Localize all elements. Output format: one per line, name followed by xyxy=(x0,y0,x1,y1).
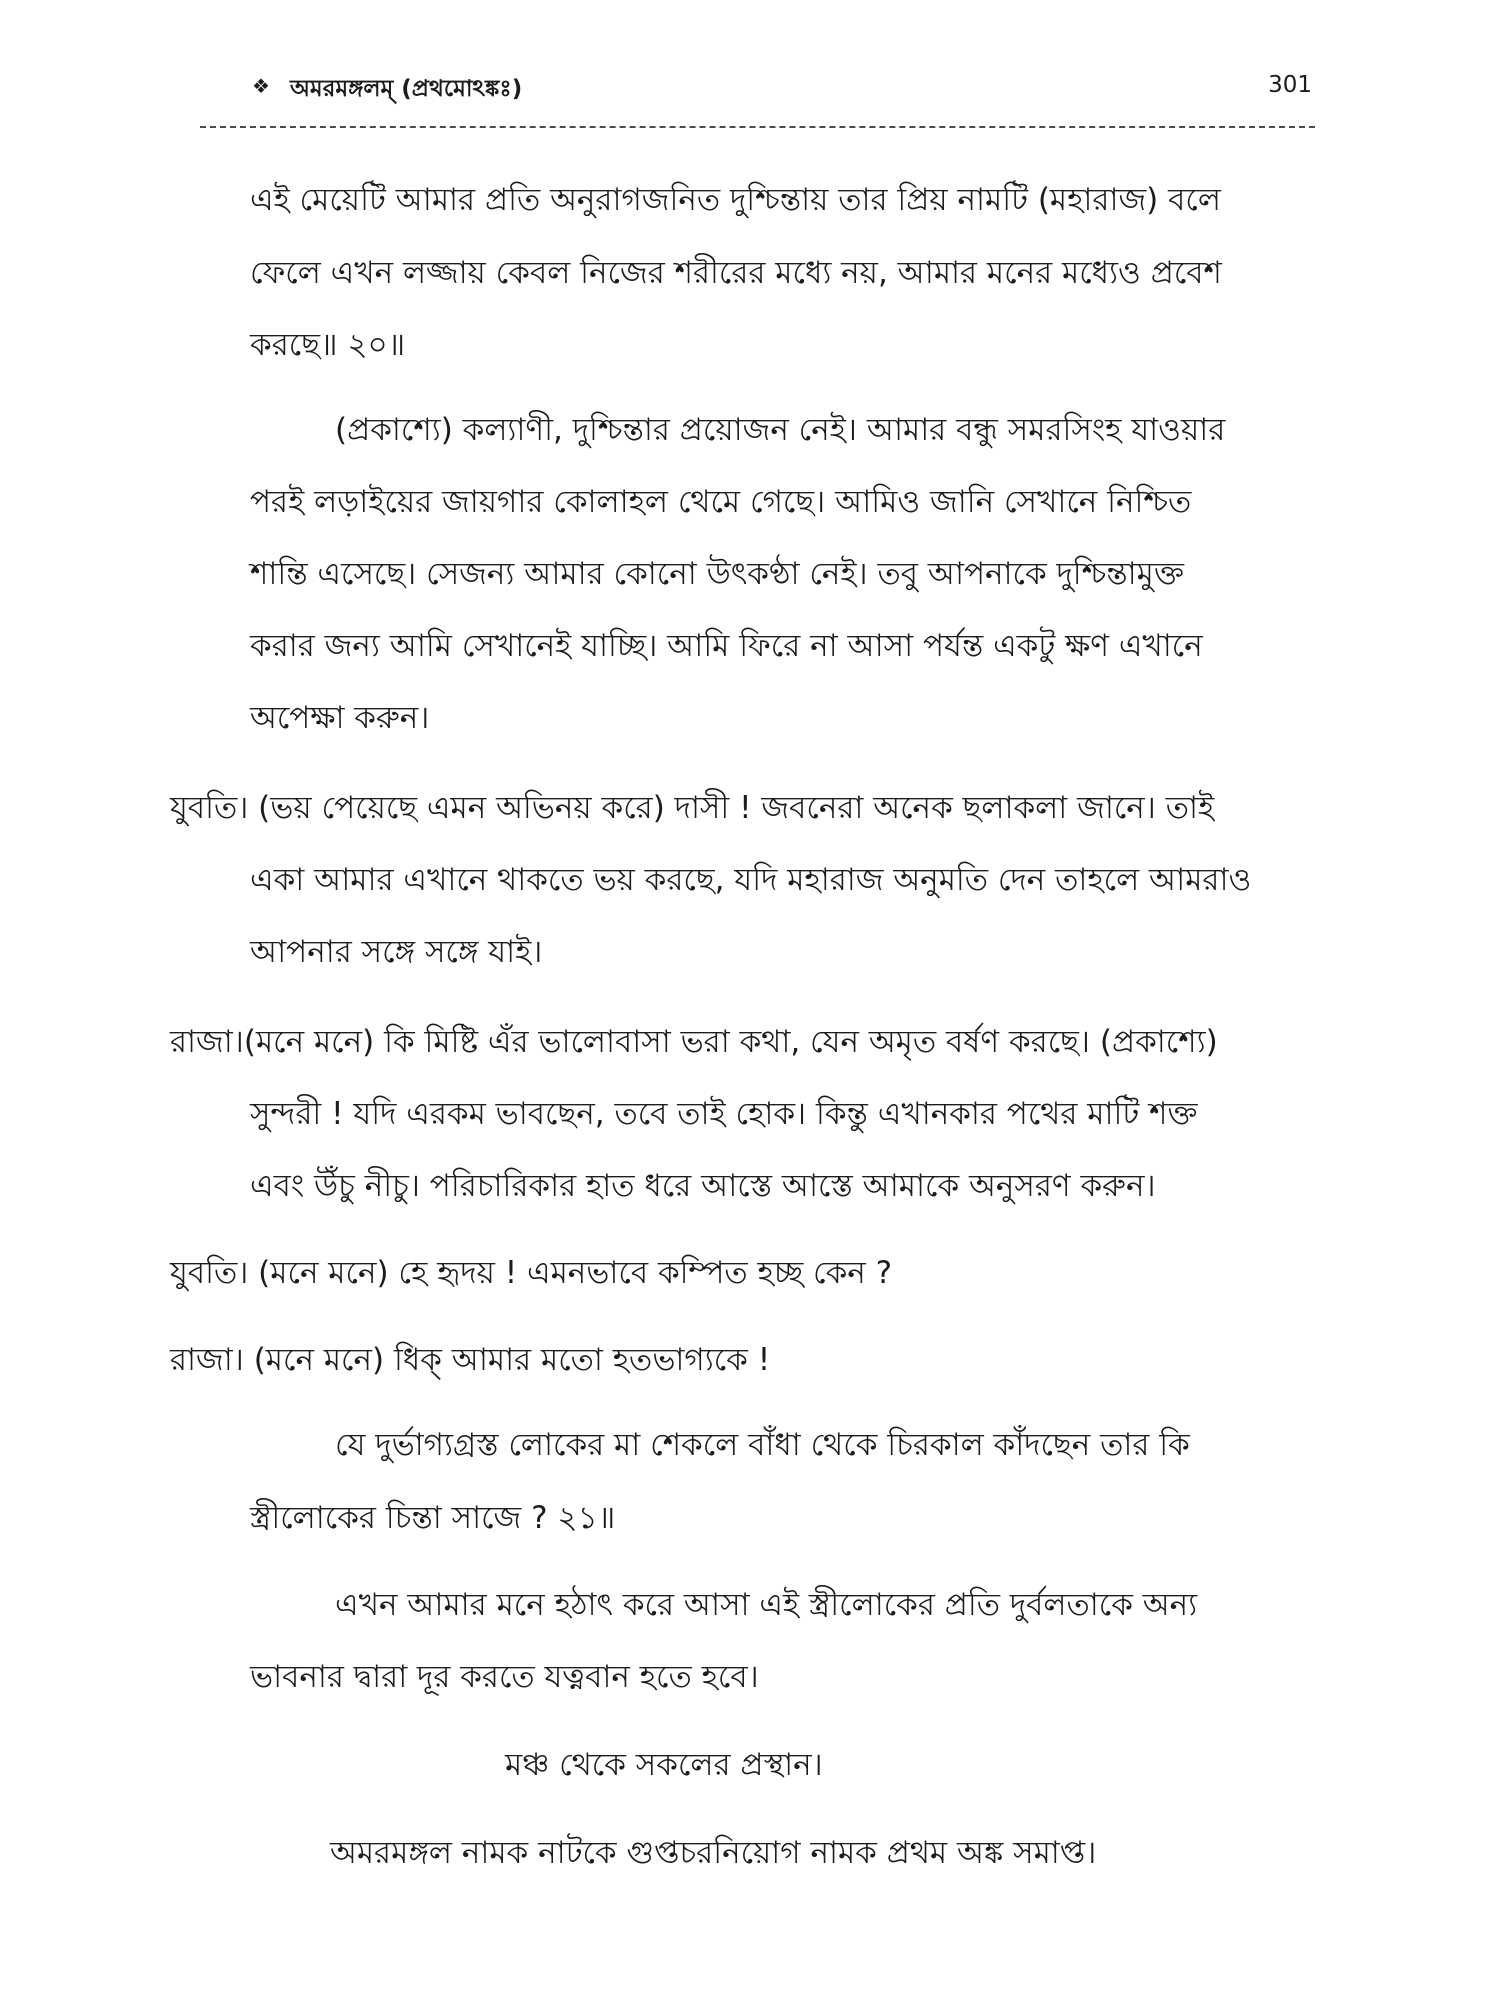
dialogue-line: যুবতি। (ভয় পেয়েছে এমন অভিনয় করে) দাসী ! জবনেরা অনেক ছলাকলা জানে। তাই xyxy=(170,790,1215,826)
text-line: আপনার সঙ্গে সঙ্গে যাই। xyxy=(250,934,543,970)
text-line: শান্তি এসেছে। সেজন্য আমার কোনো উৎকণ্ঠা নেই। তবু আপনাকে দুশ্চিন্তামুক্ত xyxy=(250,556,1184,592)
text-line: এখন আমার মনে হঠাৎ করে আসা এই স্ত্রীলোকের প্রতি দুর্বলতাকে অন্য xyxy=(335,1587,1198,1623)
text-line: পরই লড়াইয়ের জায়গার কোলাহল থেমে গেছে। আমিও জানি সেখানে নিশ্চিত xyxy=(250,484,1192,520)
text-line: সুন্দরী ! যদি এরকম ভাবছেন, তবে তাই হোক। কিন্তু এখানকার পথের মাটি শক্ত xyxy=(250,1096,1198,1132)
text-line: এই মেয়েটি আমার প্রতি অনুরাগজনিত দুশ্চিন্তায় তার প্রিয় নামটি (মহারাজ) বলে xyxy=(250,182,1221,218)
header-title: অমরমঙ্গলম্ (প্রথমোঽঙ্কঃ) xyxy=(290,76,523,102)
dialogue-line: যুবতি। (মনে মনে) হে হৃদয় ! এমনভাবে কম্পিত হচ্ছ কেন ? xyxy=(170,1255,893,1291)
dialogue-line: রাজা। (মনে মনে) ধিক্ আমার মতো হতভাগ্যকে ! xyxy=(170,1342,771,1378)
ornament-bullet-icon: ❖ xyxy=(252,74,270,98)
header-divider xyxy=(200,126,1315,128)
act-end-note: অমরমঙ্গল নামক নাটকে গুপ্তচরনিয়োগ নামক প্রথম অঙ্ক সমাপ্ত। xyxy=(330,1835,1097,1871)
text-line: একা আমার এখানে থাকতে ভয় করছে, যদি মহারাজ অনুমতি দেন তাহলে আমরাও xyxy=(250,862,1252,898)
text-line: স্ত্রীলোকের চিন্তা সাজে ? ২১॥ xyxy=(250,1500,616,1536)
stage-direction: মঞ্চ থেকে সকলের প্রস্থান। xyxy=(505,1747,823,1783)
text-line: ভাবনার দ্বারা দূর করতে যত্নবান হতে হবে। xyxy=(250,1659,759,1695)
running-header xyxy=(252,70,1312,110)
text-line: করছে॥ ২০॥ xyxy=(250,327,406,363)
text-line: যে দুর্ভাগ্যগ্রস্ত লোকের মা শেকলে বাঁধা থেকে চিরকাল কাঁদছেন তার কি xyxy=(335,1427,1190,1463)
text-line: করার জন্য আমি সেখানেই যাচ্ছি। আমি ফিরে না আসা পর্যন্ত একটু ক্ষণ এখানে xyxy=(250,628,1203,664)
text-line: ফেলে এখন লজ্জায় কেবল নিজের শরীরের মধ্যে নয়, আমার মনের মধ্যেও প্রবেশ xyxy=(250,255,1222,291)
dialogue-line: রাজা।(মনে মনে) কি মিষ্টি এঁর ভালোবাসা ভরা কথা, যেন অমৃত বর্ষণ করছে। (প্রকাশ্যে) xyxy=(170,1024,1218,1060)
page-number: 301 xyxy=(1268,72,1312,98)
text-line: অপেক্ষা করুন। xyxy=(250,700,430,736)
text-line: (প্রকাশ্যে) কল্যাণী, দুশ্চিন্তার প্রয়োজন নেই। আমার বন্ধু সমরসিংহ যাওয়ার xyxy=(335,412,1226,448)
text-line: এবং উঁচু নীচু। পরিচারিকার হাত ধরে আস্তে আস্তে আমাকে অনুসরণ করুন। xyxy=(250,1168,1156,1204)
